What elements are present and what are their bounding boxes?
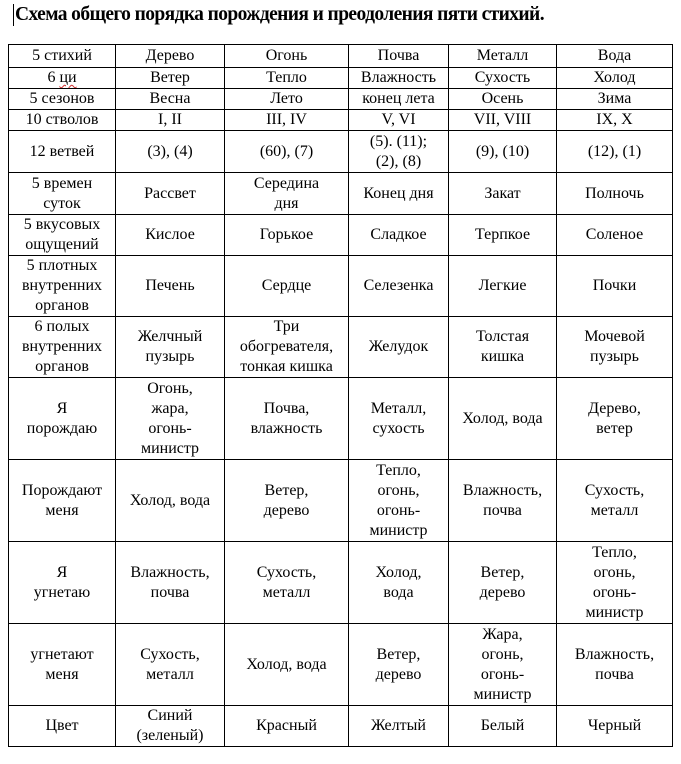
table-cell[interactable] [349,45,449,68]
table-cell[interactable] [557,68,673,89]
table-cell[interactable] [449,45,557,68]
row-label: Я порождаю [26,399,98,437]
table-cell[interactable] [349,256,449,317]
table-row [9,542,673,624]
table-row [9,131,673,173]
row-label: 6 полых внутренних органов [21,318,103,375]
row-label: 5 плотных внутренних органов [21,257,103,314]
table-cell[interactable] [349,215,449,256]
table-row [9,110,673,131]
table-cell[interactable] [225,624,349,706]
table-cell[interactable] [449,68,557,89]
cell-text: Желчный пузырь [137,328,203,365]
cell-text: Черный [587,717,642,734]
table-row [9,706,673,747]
table-cell[interactable] [449,378,557,460]
cell-text: Закат [484,184,521,202]
row-label-cell[interactable] [9,173,116,215]
table-cell[interactable] [116,706,225,747]
cell-text: Влажность, почва [130,563,210,601]
cell-text: Полночь [585,184,644,202]
cell-text: Сухость [474,69,531,86]
cell-text: Дерево [145,47,195,64]
table-cell[interactable] [116,317,225,378]
table-row [9,256,673,317]
document-title-line [13,2,544,28]
row-label-cell[interactable] [9,45,116,68]
five-elements-table [8,44,673,747]
cell-text: Горькое [259,226,314,243]
table-cell[interactable] [557,460,673,542]
table-cell[interactable] [225,378,349,460]
cell-text: Желудок [368,338,429,355]
cell-text: Лето [270,90,303,107]
cell-text: Селезенка [363,277,434,294]
cell-text: Тепло, огонь, огонь- министр [585,543,644,621]
table-cell[interactable] [225,131,349,173]
cell-text: Толстая кишка [475,328,530,365]
table-cell[interactable] [225,89,349,110]
table-cell[interactable] [349,378,449,460]
cell-text: I, II [158,111,182,128]
table-cell[interactable] [225,542,349,624]
cell-text: Середина дня [253,174,320,212]
table-cell[interactable] [449,624,557,706]
table-row [9,378,673,460]
document-title[interactable]: Схема общего порядка порождения и преодоления пяти стихий. [15,4,544,25]
table-cell[interactable] [557,173,673,215]
row-label-cell[interactable] [9,624,116,706]
cell-text: Металл [476,47,529,64]
table-row [9,215,673,256]
row-label-cell[interactable] [9,256,116,317]
table-cell[interactable] [225,706,349,747]
cell-text: (5). (11); (2), (8) [369,132,428,170]
cell-text: Жара, огонь, огонь- министр [473,625,532,703]
cell-text: (9), (10) [475,142,530,160]
table-cell[interactable] [116,89,225,110]
table-row [9,68,673,89]
cell-text: (3), (4) [147,142,193,160]
table-cell[interactable] [116,256,225,317]
cell-text: Холод, вода [462,409,543,427]
row-label-cell[interactable] [9,110,116,131]
cell-text: Вода [597,47,632,64]
cell-text: Сухость, металл [584,481,645,519]
table-cell[interactable] [557,624,673,706]
cell-text: Влажность, почва [574,645,655,683]
row-label-prefix: 6 [47,69,60,86]
table-cell[interactable] [116,45,225,68]
table-cell[interactable] [349,624,449,706]
cell-text: Дерево, ветер [588,399,641,437]
cell-text: Терпкое [474,226,531,243]
cell-text: Красный [256,717,317,734]
table-cell[interactable] [116,215,225,256]
cell-text: Огонь [265,47,308,64]
table-row [9,460,673,542]
table-row [9,173,673,215]
table-cell[interactable] [225,460,349,542]
table-cell[interactable] [225,317,349,378]
cell-text: V, VI [381,111,416,128]
table-cell[interactable] [116,68,225,89]
row-label: 5 времен суток [31,174,93,212]
cell-text: Холод, вода [129,491,211,509]
cell-text: Тепло [266,69,307,86]
cell-text: Синий (зеленый) [136,707,204,744]
cell-text: Рассвет [144,184,196,202]
table-cell[interactable] [225,45,349,68]
row-label-cell[interactable] [9,460,116,542]
row-label-cell[interactable] [9,542,116,624]
table-cell[interactable] [349,68,449,89]
cell-text: III, IV [266,111,307,128]
cell-text: Влажность [360,69,437,86]
cell-text: Сердце [261,277,312,294]
table-cell[interactable] [557,45,673,68]
row-label: 5 вкусовых ощущений [23,216,101,253]
table-cell[interactable] [449,542,557,624]
cell-text: Кислое [145,226,195,243]
row-label: 10 стволов [25,111,99,128]
cell-text: конец лета [362,90,435,107]
cell-text: Почва, влажность [250,399,323,437]
cell-text: Ветер, дерево [479,563,526,601]
table-cell[interactable] [557,317,673,378]
row-label-cell[interactable] [9,317,116,378]
table-cell[interactable] [349,706,449,747]
cell-text: Легкие [478,277,527,294]
cell-text: Металл, сухость [370,399,427,437]
cell-text: Холод, вода [246,655,327,673]
row-label: Цвет [45,717,79,734]
spellcheck-flagged-word: ци [59,69,77,86]
cell-text: VII, VIII [473,111,532,128]
cell-text: Белый [480,717,525,734]
table-cell[interactable] [116,460,225,542]
cell-text: Ветер, дерево [263,481,310,519]
cell-text: Почва [377,47,420,64]
table-row [9,45,673,68]
cell-text: Тепло, огонь, огонь- министр [369,461,428,539]
table-cell[interactable] [116,378,225,460]
row-label-cell[interactable] [9,378,116,460]
cell-text: Сухость, металл [256,563,317,601]
row-label: 12 ветвей [29,142,95,160]
table-cell[interactable] [225,110,349,131]
table-cell[interactable] [449,131,557,173]
table-cell[interactable] [449,173,557,215]
table-cell[interactable] [557,542,673,624]
table-cell[interactable] [116,173,225,215]
row-label: угнетают меня [30,645,94,683]
table-cell[interactable] [225,173,349,215]
cell-text: Конец дня [363,184,434,202]
cell-text: Соленое [585,226,644,243]
row-label: Я угнетаю [33,563,91,601]
table-cell[interactable] [557,131,673,173]
cell-text: Сухость, металл [140,645,200,683]
table-cell[interactable] [449,215,557,256]
table-cell[interactable] [349,460,449,542]
cell-text: IX, X [596,111,633,128]
table-cell[interactable] [116,131,225,173]
row-label-cell[interactable] [9,215,116,256]
table-cell[interactable] [557,110,673,131]
table-row [9,317,673,378]
table-cell[interactable] [557,256,673,317]
cell-text: Холод, вода [375,563,422,601]
table-cell[interactable] [349,110,449,131]
cell-text: Ветер, дерево [375,645,422,683]
table-cell[interactable] [349,131,449,173]
table-cell[interactable] [557,89,673,110]
cell-text: Желтый [371,717,426,734]
table-cell[interactable] [557,215,673,256]
row-label-cell[interactable] [9,68,116,89]
table-cell[interactable] [449,317,557,378]
table-cell[interactable] [349,317,449,378]
cell-text: Зима [597,90,632,107]
text-cursor [13,4,14,26]
row-label: Порождают меня [21,481,103,519]
table-cell[interactable] [449,110,557,131]
table-cell[interactable] [449,256,557,317]
table-cell[interactable] [449,460,557,542]
cell-text: Три обогревателя, тонкая кишка [239,318,334,375]
cell-text: Огонь, жара, огонь- министр [140,379,200,457]
table-cell[interactable] [349,542,449,624]
cell-text: (12), (1) [587,142,642,160]
row-label: 5 сезонов [29,90,95,107]
table-cell[interactable] [449,706,557,747]
cell-text: Сладкое [370,226,427,243]
table-cell[interactable] [116,110,225,131]
cell-text: Влажность, почва [462,481,543,519]
row-label-cell[interactable] [9,706,116,747]
cell-text: Ветер [150,69,190,86]
table-cell[interactable] [116,624,225,706]
table-body [9,45,673,747]
cell-text: Почки [592,277,637,294]
table-row [9,89,673,110]
table-cell[interactable] [116,542,225,624]
table-cell[interactable] [557,378,673,460]
table-cell[interactable] [349,89,449,110]
table-cell[interactable] [557,706,673,747]
row-label-cell[interactable] [9,89,116,110]
cell-text: Холод [593,69,636,86]
table-cell[interactable] [349,173,449,215]
cell-text: Печень [145,277,195,294]
cell-text: Осень [481,90,524,107]
cell-text: (60), (7) [259,142,314,160]
table-cell[interactable] [225,215,349,256]
table-cell[interactable] [225,256,349,317]
table-cell[interactable] [449,89,557,110]
row-label-cell[interactable] [9,131,116,173]
row-label: 5 стихий [32,47,92,64]
table-cell[interactable] [225,68,349,89]
cell-text: Весна [149,90,191,107]
table-row [9,624,673,706]
cell-text: Мочевой пузырь [584,328,645,365]
